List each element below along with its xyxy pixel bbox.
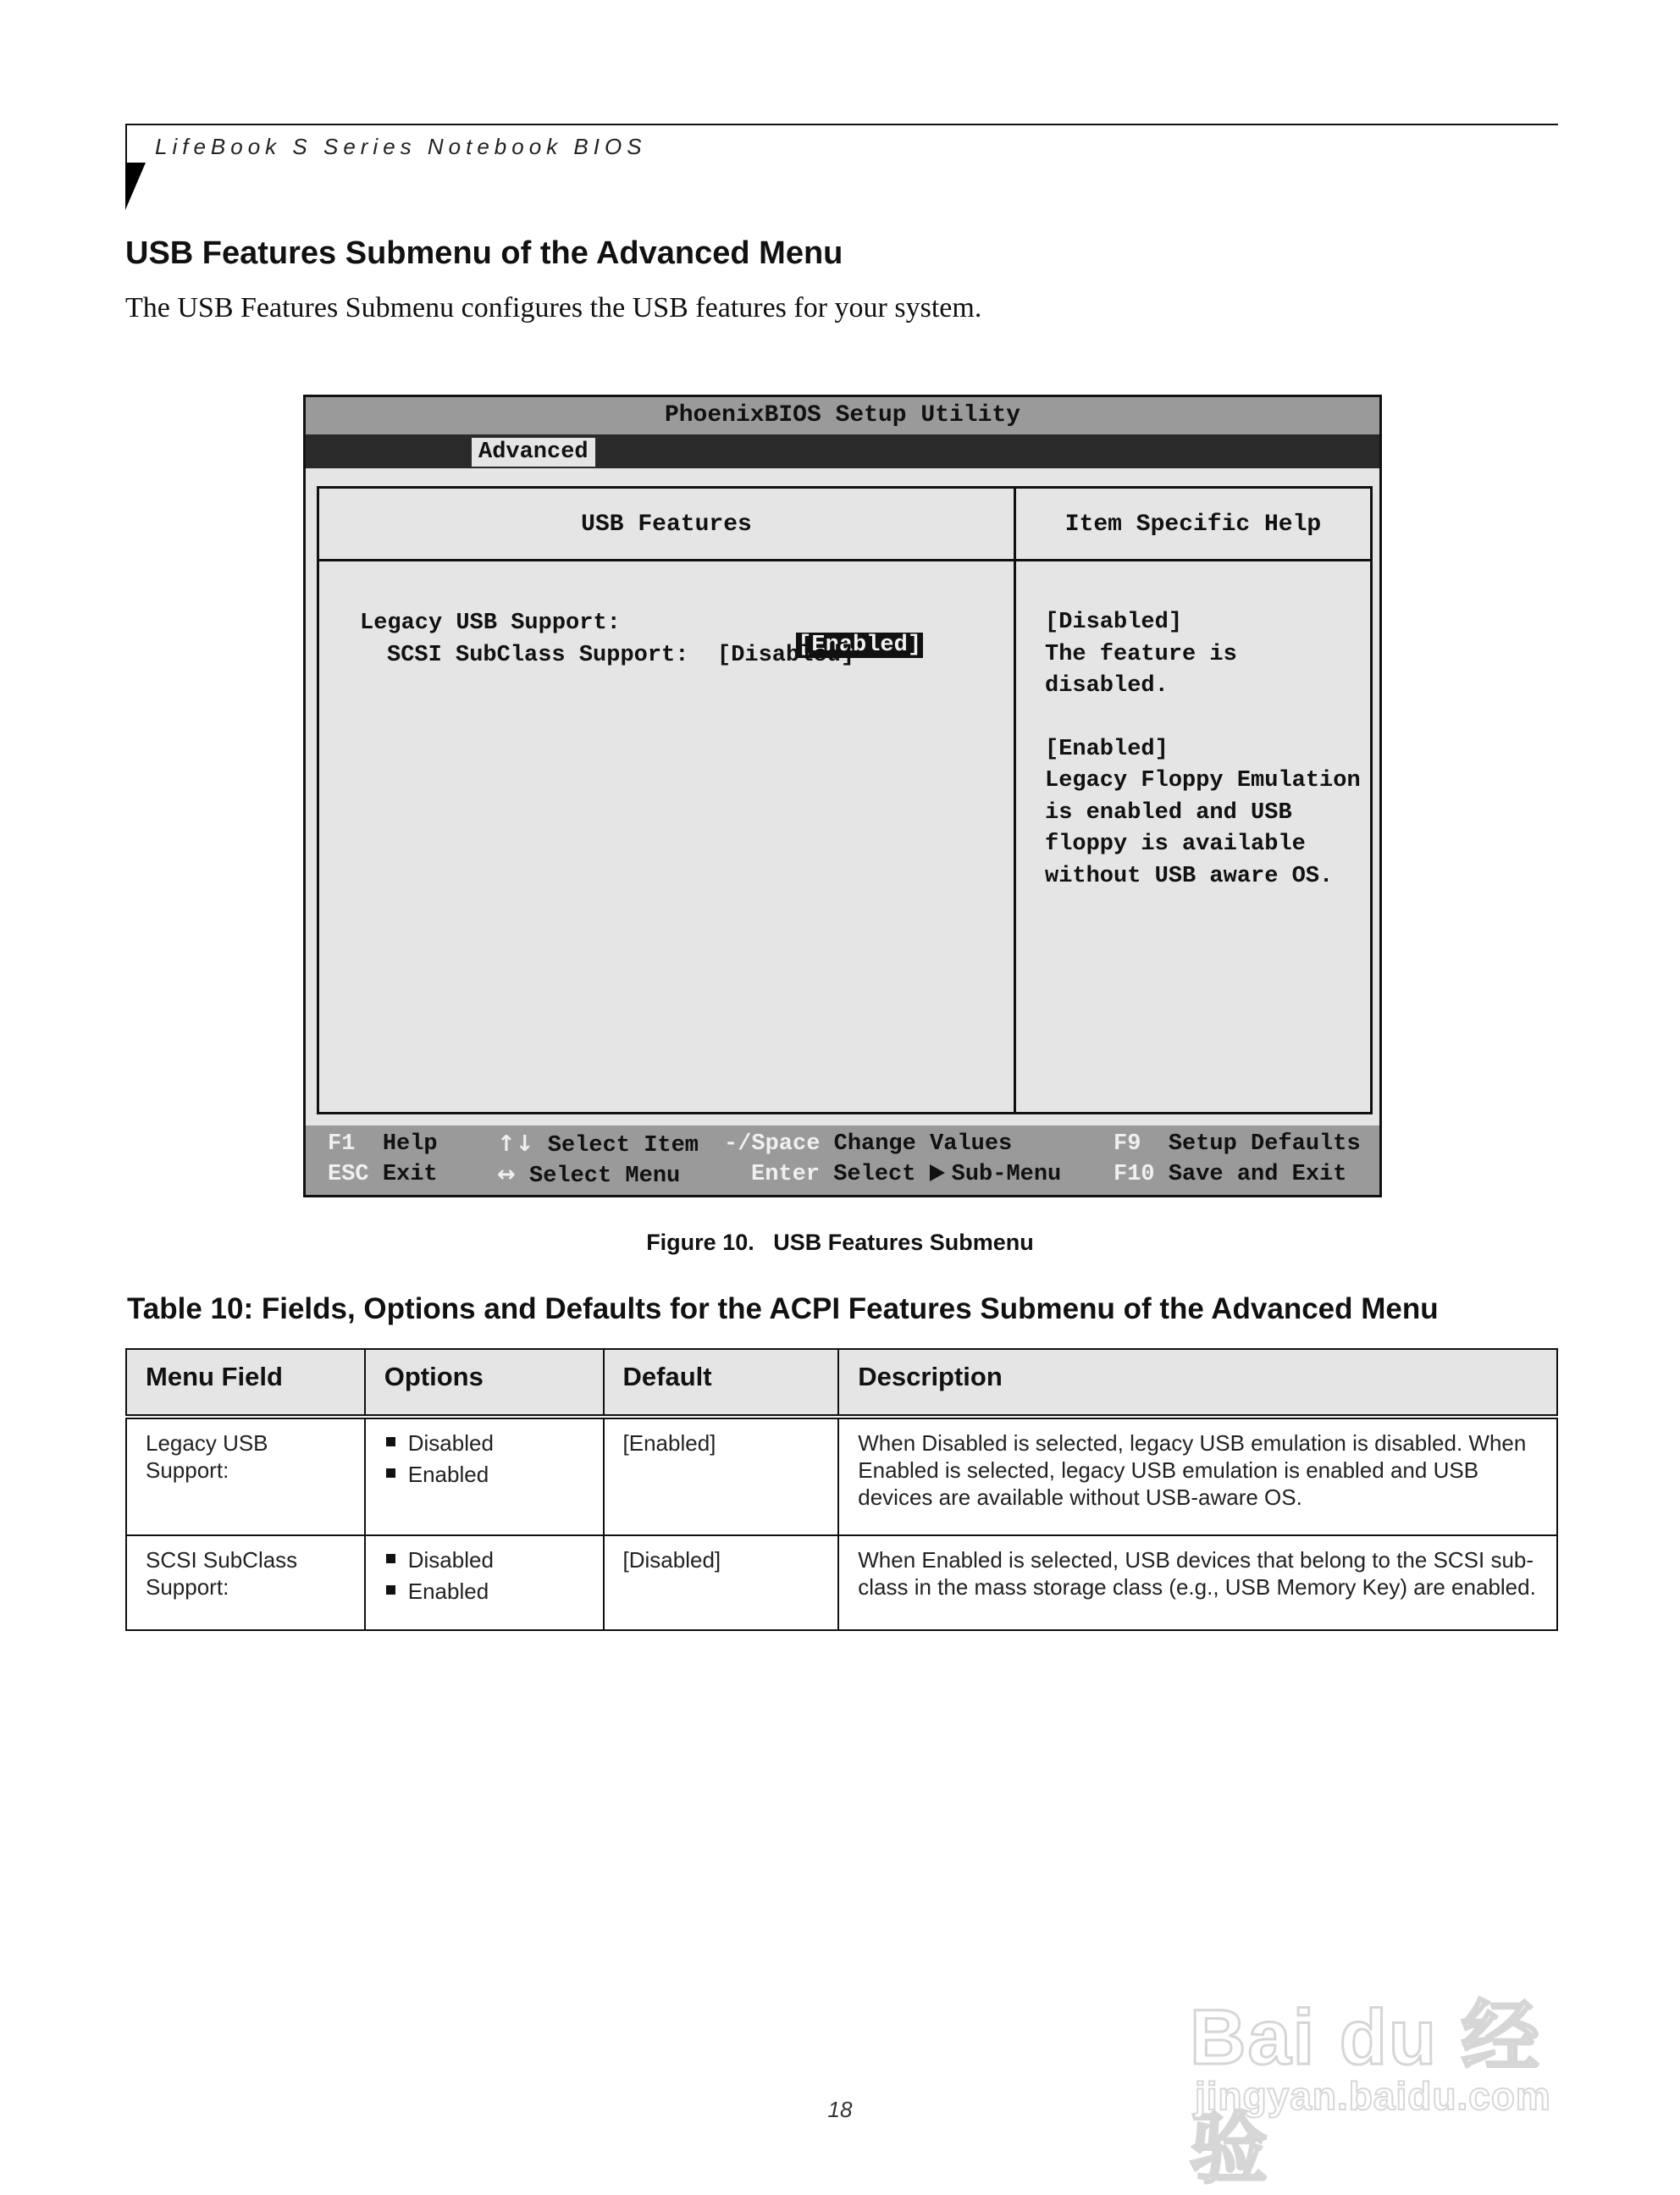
bios-title-bar: PhoenixBIOS Setup Utility [306,397,1379,434]
running-head: LifeBook S Series Notebook BIOS [155,134,647,159]
bios-screen [303,395,1382,1197]
figure-caption: Figure 10. USB Features Submenu [646,1230,1034,1255]
cell-options [365,1417,604,1535]
description-line: Enabled is selected, legacy USB emulation is enabled and USB [858,1457,1479,1483]
key-select-item: ↑↓ Select Item [497,1131,699,1158]
cell-menu-field [126,1535,365,1630]
help-text [1045,607,1367,924]
page-number: 18 [827,2097,853,2122]
tab-advanced[interactable]: Advanced [472,438,595,467]
cell-options [365,1535,604,1630]
key-enter-select: Enter Select Sub-Menu [751,1162,1062,1187]
help-panel-title: Item Specific Help [1016,489,1370,561]
watermark-logo [1190,1931,1596,2192]
description-line: devices are available without USB-aware OS. [858,1485,1302,1510]
help-line: [Disabled] [1045,610,1183,635]
intro-paragraph: The USB Features Submenu configures the USB features for your system. [125,292,982,323]
help-line: [Enabled] [1045,736,1169,762]
help-block-disabled [1045,607,1367,703]
option-item: Enabled [384,1461,584,1488]
options-table [125,1348,1558,1631]
section-title: USB Features Submenu of the Advanced Menu [125,235,843,271]
header-rule [125,124,1558,125]
field-label-legacy-usb: Legacy USB Support: [360,611,621,636]
cell-default: [Disabled] [604,1535,839,1630]
help-block-enabled [1045,734,1367,893]
column-header: Options [365,1349,604,1417]
selected-value[interactable]: [Enabled] [798,633,922,658]
description-line: class in the mass storage class (e.g., USB Memory Key) are enabled. [858,1574,1536,1600]
header-vertical-rule [125,124,127,166]
key-change-values: -/Space Change Values [724,1131,1013,1157]
field-line: SCSI SubClass [146,1547,298,1573]
field-line: Support: [146,1574,229,1600]
field-line: Legacy USB [146,1430,268,1456]
table-row [126,1417,1557,1535]
main-panel-title: USB Features [319,489,1014,561]
header-wedge-mark [125,163,146,210]
bios-menu-bar [306,434,1379,468]
option-item: Enabled [384,1578,584,1605]
option-item: Disabled [384,1429,584,1457]
bios-main-panel [317,486,1016,1114]
cell-default: [Enabled] [604,1417,839,1535]
key-f10-save-exit: F10 Save and Exit [1114,1162,1347,1187]
submenu-triangle-icon [930,1164,945,1181]
table-title: Table 10: Fields, Options and Defaults for the ACPI Features Submenu of the Advanced Menu [127,1292,1439,1325]
watermark-url: jingyan.baidu.com [1195,2074,1551,2118]
cell-description [838,1417,1557,1535]
cell-description [838,1535,1557,1630]
bios-key-legend [306,1125,1379,1195]
description-line: When Enabled is selected, USB devices that belong to the SCSI sub- [858,1547,1534,1573]
key-f9-defaults: F9 Setup Defaults [1114,1131,1361,1157]
key-f1-help: F1 Help [328,1131,438,1157]
help-line: The feature is disabled. [1045,641,1237,699]
option-item: Disabled [384,1546,584,1573]
up-down-arrow-icon: ↑↓ [497,1131,534,1157]
column-header: Menu Field [126,1349,365,1417]
table-header-row [126,1349,1557,1417]
field-line: Support: [146,1457,229,1483]
field-value-scsi-subclass[interactable]: [Disabled] [717,643,855,668]
key-select-menu: ↔ Select Menu [497,1162,681,1189]
column-header: Default [604,1349,839,1417]
help-line: Legacy Floppy Emulation [1045,768,1361,793]
help-line: is enabled and USB [1045,799,1292,826]
left-right-arrow-icon: ↔ [497,1162,516,1187]
bios-help-panel [1014,486,1373,1114]
key-esc-exit: ESC Exit [328,1162,438,1187]
column-header: Description [838,1349,1557,1417]
description-line: When Disabled is selected, legacy USB emulation is disabled. When [858,1430,1527,1456]
cell-menu-field [126,1417,365,1535]
table-row [126,1535,1557,1630]
help-line: without USB aware OS. [1045,863,1334,889]
help-line: floppy is available [1045,832,1306,857]
watermark-brand: Bai du 经验 [1190,1994,1541,2192]
field-label-scsi-subclass: SCSI SubClass Support: [387,643,689,668]
